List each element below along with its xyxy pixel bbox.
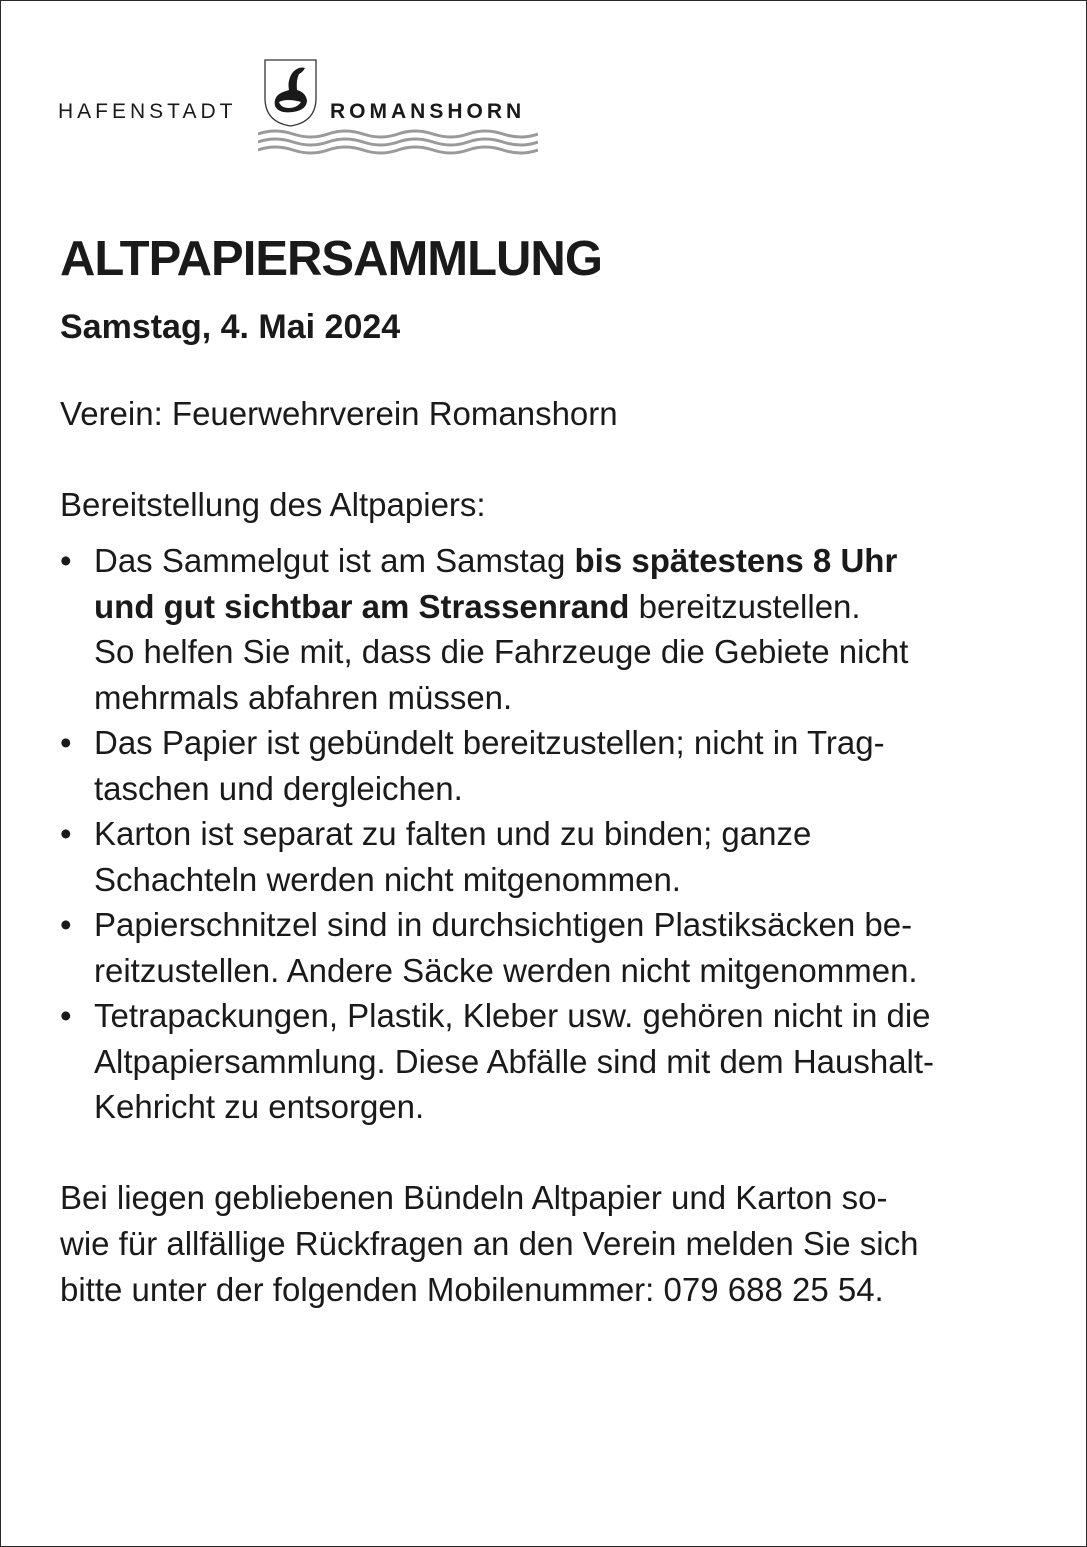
crest-icon — [263, 58, 318, 128]
list-item-text: Schachteln werden nicht mitgenommen. — [94, 860, 681, 898]
list-item-text: reitzustellen. Andere Säcke werden nicht mitgenommen. — [94, 951, 918, 989]
event-date: Samstag, 4. Mai 2024 — [60, 308, 401, 346]
list-item-text: So helfen Sie mit, dass die Fahrzeuge die Gebiete nicht — [94, 633, 909, 670]
notice-content — [60, 228, 1030, 1313]
bereitstellung-heading: Bereitstellung des Altpapiers: — [60, 486, 486, 523]
list-item — [60, 720, 1030, 811]
list-item-text: Karton ist separat zu falten und zu binden; ganze — [94, 815, 812, 852]
list-item — [60, 811, 1030, 902]
bullet-icon: • — [60, 997, 72, 1034]
bullet-icon: • — [60, 542, 72, 579]
waves-icon — [258, 127, 538, 155]
list-item-text: Das Papier ist gebündelt bereitzustellen; nicht in Trag- — [94, 724, 885, 761]
list-item-text: bereitzustellen. — [629, 587, 861, 625]
bullet-icon: • — [60, 724, 72, 761]
bullet-icon: • — [60, 906, 72, 943]
list-item — [60, 993, 1030, 1130]
emphasis-text: bis spätestens 8 Uhr — [574, 542, 898, 579]
logo-text-left: HAFENSTADT — [58, 100, 237, 123]
list-item-text: Das Sammelgut ist am Samstag — [94, 542, 575, 579]
bullet-icon: • — [60, 815, 72, 852]
closing-line: Bei liegen gebliebenen Bündeln Altpapier und Karton so- — [60, 1178, 888, 1216]
closing-line: bitte unter der folgenden Mobilenummer: 079 688 25 54. — [60, 1270, 884, 1308]
list-item-text: Papierschnitzel sind in durchsichtigen Plastiksäcken be- — [94, 906, 913, 943]
instructions-list — [60, 538, 1030, 1130]
list-item — [60, 902, 1030, 993]
emphasis-text: und gut sichtbar am Strassenrand — [94, 587, 630, 625]
closing-line: wie für allfällige Rückfragen an den Verein melden Sie sich — [60, 1224, 919, 1262]
list-item-text: Tetrapackungen, Plastik, Kleber usw. gehören nicht in die — [94, 997, 931, 1034]
page-title: ALTPAPIERSAMMLUNG — [60, 232, 602, 286]
romanshorn-logo — [58, 55, 588, 155]
list-item — [60, 538, 1030, 720]
list-item-text: Altpapiersammlung. Diese Abfälle sind mit dem Haushalt- — [94, 1042, 935, 1080]
list-item-text: mehrmals abfahren müssen. — [94, 678, 513, 716]
verein-line: Verein: Feuerwehrverein Romanshorn — [60, 395, 618, 432]
closing-paragraph — [60, 1175, 1030, 1313]
logo-text-right: ROMANSHORN — [330, 100, 526, 123]
list-item-text: Kehricht zu entsorgen. — [94, 1088, 425, 1125]
list-item-text: taschen und dergleichen. — [94, 769, 463, 807]
